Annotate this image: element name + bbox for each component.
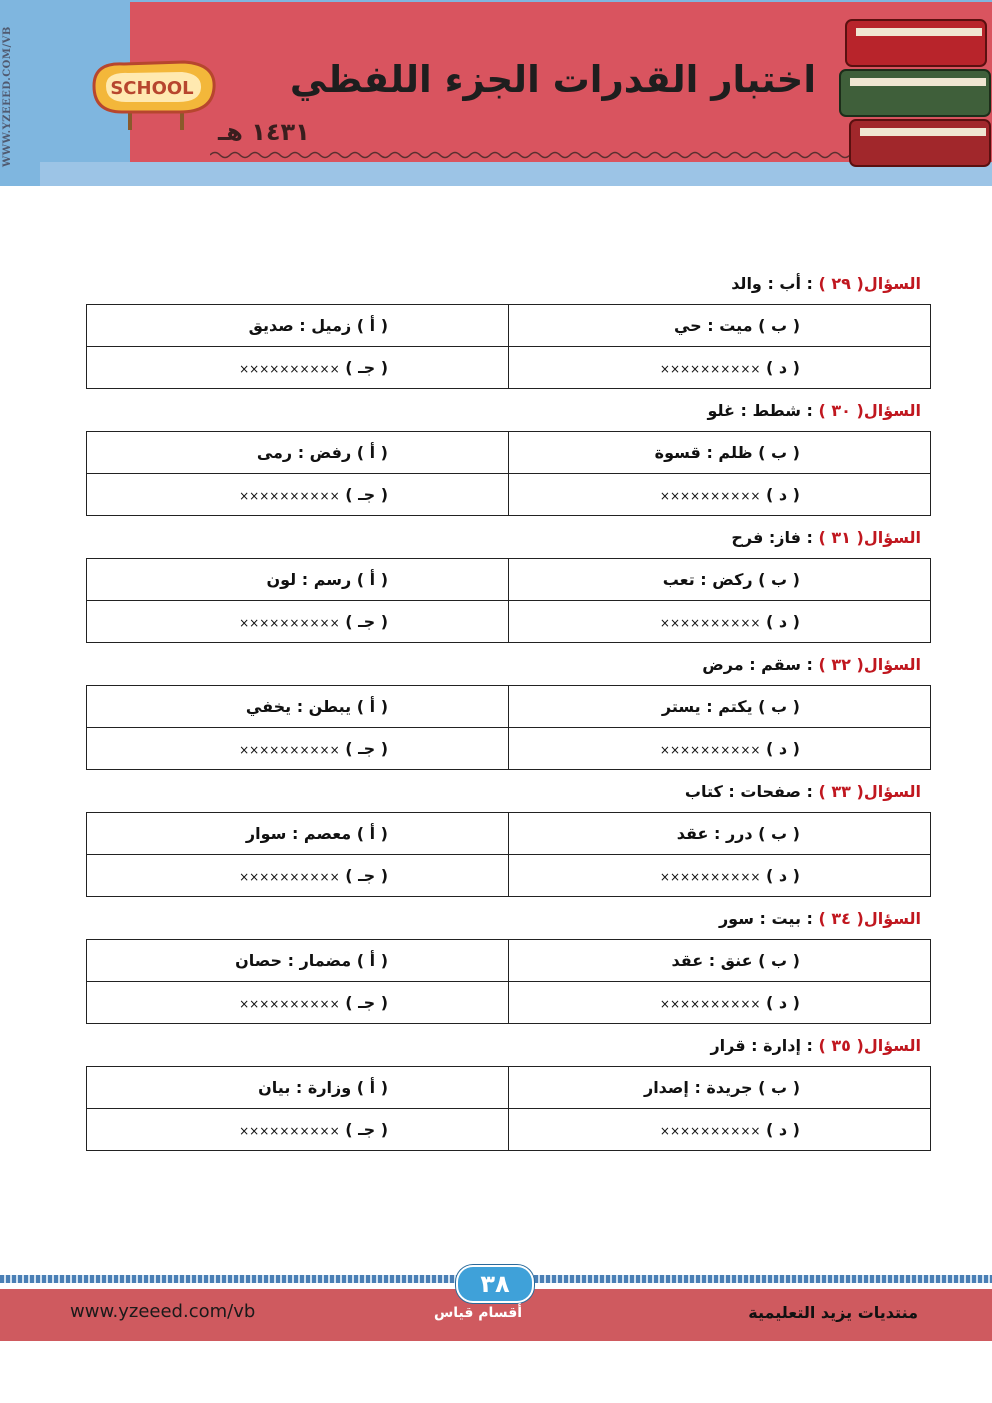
footer-section: أقسام قياس [433,1305,523,1321]
school-sign-icon [84,52,220,130]
option-c-label: ( جـ ) [345,612,388,631]
question-stem: : صفحات : كتاب [684,782,813,801]
option-b[interactable]: ( ب ) عنق : عقد [509,940,931,982]
question-label: السؤال [863,909,921,928]
option-c[interactable] [87,474,509,516]
options-row [87,474,931,516]
option-c[interactable] [87,982,509,1024]
question-number: ( ٣٤ ) [818,909,864,928]
options-table [86,939,931,1024]
question-label: السؤال [863,274,921,293]
questions-list [86,268,931,1157]
options-row [87,559,931,601]
option-d[interactable] [509,474,931,516]
question-title [86,522,931,558]
footer-site-name: منتديات يزيد التعليمية [748,1303,918,1322]
options-row [87,686,931,728]
options-row [87,728,931,770]
option-c[interactable] [87,855,509,897]
question-number: ( ٣٠ ) [818,401,864,420]
option-d[interactable] [509,601,931,643]
option-c-value: ×××××××××× [239,362,340,376]
option-d-label: ( د ) [766,612,800,631]
page-title: اختبار القدرات الجزء اللفظي [289,58,816,101]
question-stem: : أب : والد [731,274,813,293]
option-c-label: ( جـ ) [345,866,388,885]
option-d[interactable] [509,982,931,1024]
options-row [87,601,931,643]
question-title [86,776,931,812]
option-d[interactable] [509,855,931,897]
question-block [86,649,931,770]
options-table [86,685,931,770]
question-title [86,903,931,939]
option-d-value: ×××××××××× [659,362,761,376]
question-number: ( ٣٢ ) [818,655,864,674]
question-block [86,395,931,516]
page-number: ٣٨ [456,1265,534,1303]
options-row [87,432,931,474]
question-label: السؤال [863,655,921,674]
option-d[interactable] [509,1109,931,1151]
options-row [87,982,931,1024]
option-d-label: ( د ) [766,358,800,377]
question-label: السؤال [863,528,921,547]
options-table [86,304,931,389]
question-block [86,776,931,897]
option-c-label: ( جـ ) [345,1120,388,1139]
option-c-label: ( جـ ) [345,993,388,1012]
options-row [87,1067,931,1109]
option-d-value: ×××××××××× [659,489,761,503]
options-row [87,347,931,389]
option-d-value: ×××××××××× [659,743,761,757]
option-d[interactable] [509,347,931,389]
option-a[interactable]: ( أ ) معصم : سوار [87,813,509,855]
option-a[interactable]: ( أ ) وزارة : بيان [87,1067,509,1109]
side-url: WWW.YZEEED.COM/VB [2,26,13,168]
question-number: ( ٢٩ ) [818,274,864,293]
question-title [86,268,931,304]
books-icon [836,0,992,186]
option-a[interactable]: ( أ ) رسم : لون [87,559,509,601]
question-title [86,1030,931,1066]
option-c[interactable] [87,601,509,643]
footer-url[interactable]: www.yzeeed.com/vb [70,1301,256,1322]
options-row [87,1109,931,1151]
question-stem: : سقم : مرض [702,655,813,674]
option-d-value: ×××××××××× [659,870,761,884]
option-a[interactable]: ( أ ) رفض : رمى [87,432,509,474]
question-stem: : بيت : سور [718,909,813,928]
option-b[interactable]: ( ب ) ظلم : قسوة [509,432,931,474]
option-b[interactable]: ( ب ) جريدة : إصدار [509,1067,931,1109]
option-c-value: ×××××××××× [239,870,340,884]
option-c[interactable] [87,728,509,770]
option-d-value: ×××××××××× [659,997,761,1011]
question-stem: : فاز: فرح [731,528,813,547]
question-block [86,1030,931,1151]
option-c[interactable] [87,347,509,389]
page-footer [0,1265,992,1345]
options-table [86,558,931,643]
options-row [87,813,931,855]
option-d-label: ( د ) [766,993,800,1012]
option-b[interactable]: ( ب ) درر : عقد [509,813,931,855]
option-d-value: ×××××××××× [659,616,761,630]
question-label: السؤال [863,782,921,801]
option-c-label: ( جـ ) [345,739,388,758]
options-row [87,940,931,982]
option-c-value: ×××××××××× [239,489,340,503]
option-c-value: ×××××××××× [239,997,340,1011]
option-a[interactable]: ( أ ) يبطن : يخفي [87,686,509,728]
option-a[interactable]: ( أ ) زميل : صديق [87,305,509,347]
page-year: ١٤٣١ هـ [218,118,310,146]
option-c-value: ×××××××××× [239,743,340,757]
page-header [0,0,992,186]
option-b[interactable]: ( ب ) ميت : حي [509,305,931,347]
question-block [86,268,931,389]
question-title [86,395,931,431]
question-block [86,903,931,1024]
wavy-divider [210,150,850,160]
question-title [86,649,931,685]
question-number: ( ٣٥ ) [818,1036,864,1055]
option-d-label: ( د ) [766,485,800,504]
option-c[interactable] [87,1109,509,1151]
options-table [86,1066,931,1151]
option-d-label: ( د ) [766,739,800,758]
option-c-label: ( جـ ) [345,485,388,504]
question-stem: : شطط : غلو [707,401,813,420]
question-block [86,522,931,643]
question-number: ( ٣٣ ) [818,782,864,801]
option-c-value: ×××××××××× [239,616,340,630]
options-table [86,812,931,897]
option-a[interactable]: ( أ ) مضمار : حصان [87,940,509,982]
option-d-value: ×××××××××× [659,1124,761,1138]
options-row [87,305,931,347]
sign-text: SCHOOL [110,78,194,99]
option-d[interactable] [509,728,931,770]
option-b[interactable]: ( ب ) ركض : تعب [509,559,931,601]
option-b[interactable]: ( ب ) يكتم : يستر [509,686,931,728]
question-label: السؤال [863,401,921,420]
option-d-label: ( د ) [766,1120,800,1139]
options-row [87,855,931,897]
question-stem: : إدارة : قرار [710,1036,813,1055]
option-d-label: ( د ) [766,866,800,885]
question-label: السؤال [863,1036,921,1055]
option-c-value: ×××××××××× [239,1124,340,1138]
question-number: ( ٣١ ) [818,528,864,547]
options-table [86,431,931,516]
option-c-label: ( جـ ) [345,358,388,377]
